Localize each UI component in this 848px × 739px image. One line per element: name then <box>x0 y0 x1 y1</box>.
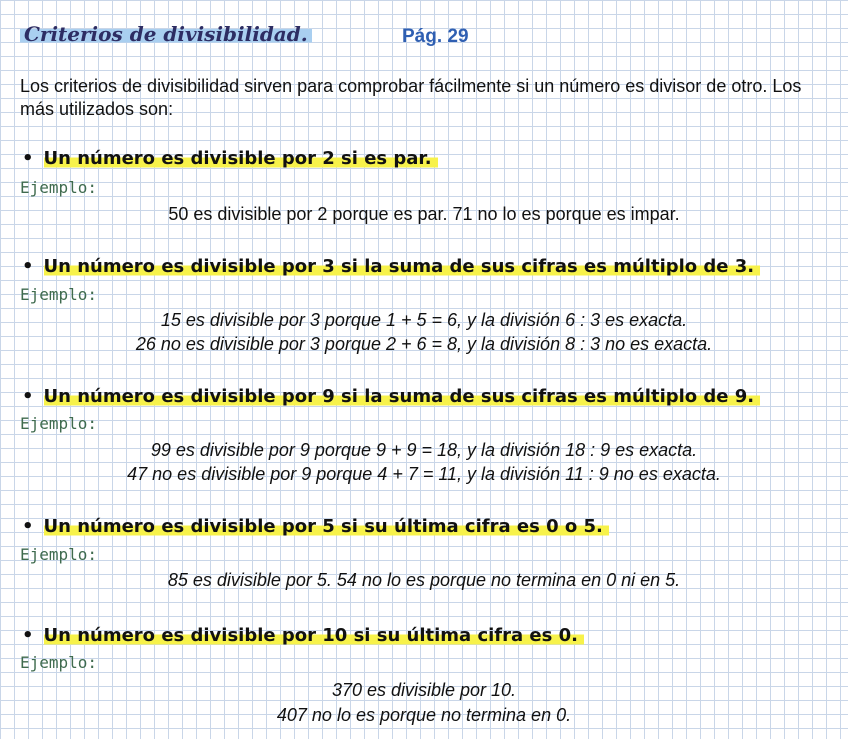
example-label: Ejemplo: <box>20 545 98 564</box>
page-number: Pág. 29 <box>402 26 469 47</box>
example-label: Ejemplo: <box>20 178 98 197</box>
page-title: Criterios de divisibilidad. <box>20 22 312 46</box>
rule-divisible-by-3: • Un número es divisible por 3 si la suma de sus cifras es múltiplo de 3. <box>22 256 760 277</box>
example-label: Ejemplo: <box>20 653 98 672</box>
rule-divisible-by-10: • Un número es divisible por 10 si su última cifra es 0. <box>22 625 584 646</box>
bullet-icon: • <box>22 256 34 277</box>
example-line: 50 es divisible por 2 porque es par. 71 no lo es porque es impar. <box>168 204 680 224</box>
intro-paragraph: Los criterios de divisibilidad sirven para comprobar fácilmente si un número es divisor de otro. Los más utilizados son: <box>20 76 802 119</box>
example-label: Ejemplo: <box>20 414 98 433</box>
example-label: Ejemplo: <box>20 285 98 304</box>
example-line: 85 es divisible por 5. 54 no lo es porque no termina en 0 ni en 5. <box>167 570 681 590</box>
rule-divisible-by-2: • Un número es divisible por 2 si es par. <box>22 148 438 169</box>
bullet-icon: • <box>22 516 34 537</box>
example-line: 99 es divisible por 9 porque 9 + 9 = 18, y la división 18 : 9 es exacta. <box>150 440 698 460</box>
bullet-icon: • <box>22 625 34 646</box>
example-line: 407 no lo es porque no termina en 0. <box>276 705 572 725</box>
example-line: 47 no es divisible por 9 porque 4 + 7 = 11, y la división 11 : 9 no es exacta. <box>127 464 721 484</box>
example-line: 370 es divisible por 10. <box>331 680 517 700</box>
rule-divisible-by-5: • Un número es divisible por 5 si su última cifra es 0 o 5. <box>22 516 609 537</box>
bullet-icon: • <box>22 386 34 407</box>
bullet-icon: • <box>22 148 34 169</box>
rule-divisible-by-9: • Un número es divisible por 9 si la suma de sus cifras es múltiplo de 9. <box>22 386 760 407</box>
example-line: 26 no es divisible por 3 porque 2 + 6 = 8, y la división 8 : 3 no es exacta. <box>135 334 713 354</box>
example-line: 15 es divisible por 3 porque 1 + 5 = 6, y la división 6 : 3 es exacta. <box>160 310 688 330</box>
